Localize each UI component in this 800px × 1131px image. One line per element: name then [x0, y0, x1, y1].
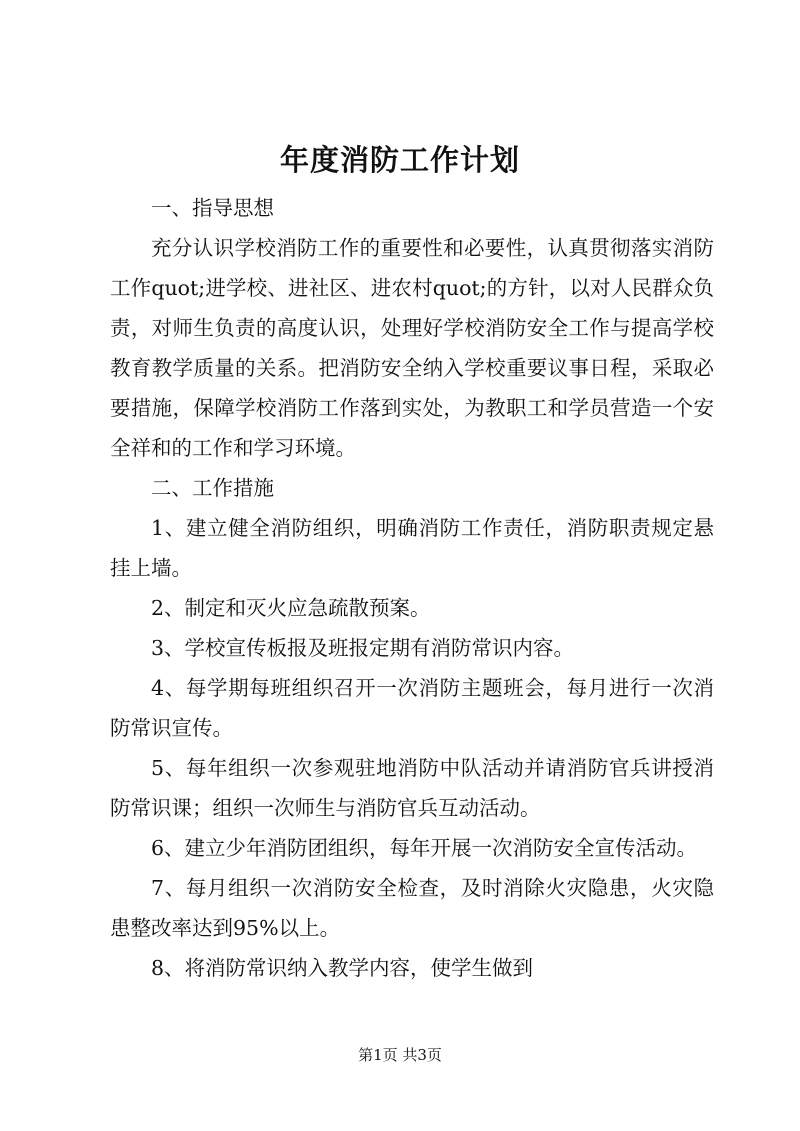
measure-item-6: 6、建立少年消防团组织，每年开展一次消防安全宣传活动。 [151, 836, 698, 860]
paragraph-guiding-ideology: 充分认识学校消防工作的重要性和必要性，认真贯彻落实消防工作quot;进学校、进社区、进农村quot;的方针，以对人民群众负责，对师生负责的高度认识，处理好学校消防安全工作与提高学校教育教学质量的关系。把消防安全纳入学校重要议事日程，采取必要措施，保障学校消防工作落到实处，为教职工和学员营造一个安全祥和的工作和学习环境。 [110, 236, 714, 460]
measure-item-8: 8、将消防常识纳入教学内容，使学生做到 [151, 956, 534, 980]
section-heading-guiding-ideology: 一、指导思想 [151, 196, 274, 220]
measure-item-4: 4、每学期每班组织召开一次消防主题班会，每月进行一次消防常识宣传。 [110, 676, 714, 740]
page-footer: 第1页 共3页 [358, 1046, 442, 1064]
measure-item-5: 5、每年组织一次参观驻地消防中队活动并请消防官兵讲授消防常识课；组织一次师生与消防官兵互动活动。 [110, 756, 714, 820]
document-title: 年度消防工作计划 [279, 143, 520, 177]
section-heading-work-measures: 二、工作措施 [151, 476, 274, 500]
measure-item-7: 7、每月组织一次消防安全检查，及时消除火灾隐患，火灾隐患整改率达到95%以上。 [110, 876, 714, 940]
measure-item-3: 3、学校宣传板报及班报定期有消防常识内容。 [151, 636, 575, 660]
document-body [110, 188, 714, 988]
measure-item-1: 1、建立健全消防组织，明确消防工作责任，消防职责规定悬挂上墙。 [110, 516, 714, 580]
measure-item-2: 2、制定和灭火应急疏散预案。 [151, 596, 431, 620]
